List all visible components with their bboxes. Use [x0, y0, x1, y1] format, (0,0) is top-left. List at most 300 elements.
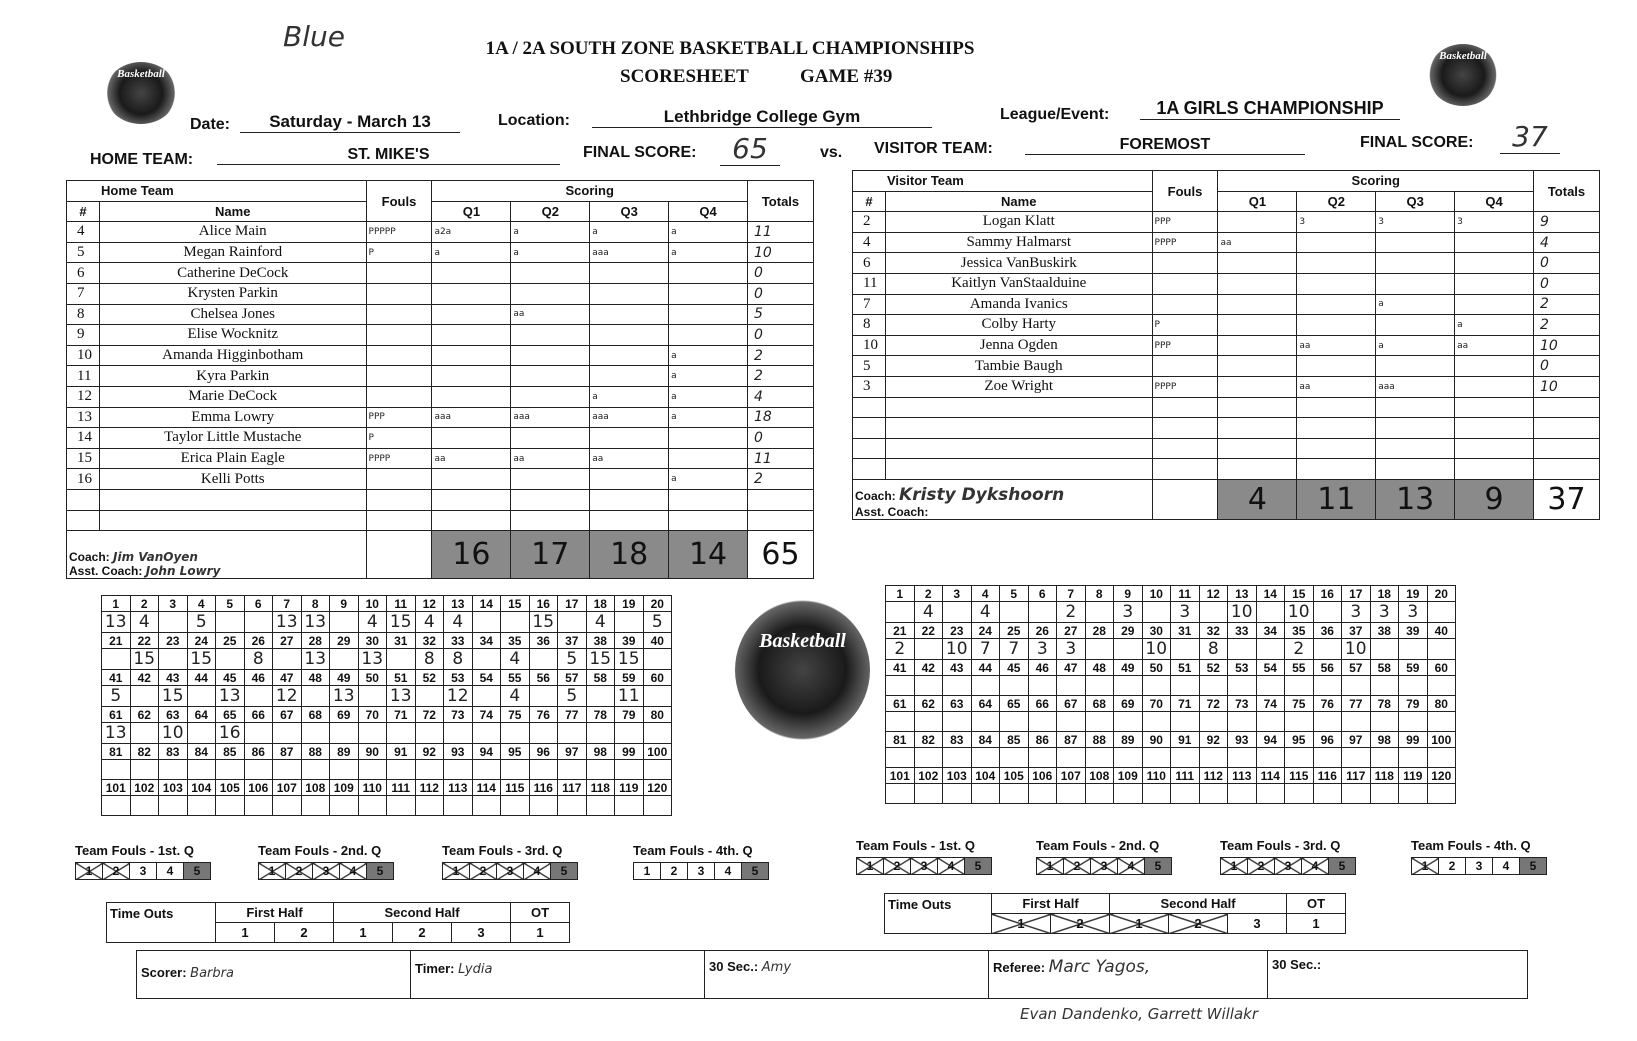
empty-cell[interactable] — [1297, 459, 1376, 480]
running-score-mark[interactable]: 13 — [216, 686, 245, 707]
team-foul-box[interactable]: 4 — [157, 863, 184, 880]
running-score-mark[interactable] — [1370, 676, 1399, 696]
running-score-mark[interactable] — [301, 686, 330, 707]
running-score-mark[interactable] — [1313, 784, 1342, 804]
running-score-mark[interactable]: 4 — [415, 612, 444, 633]
player-q2-points[interactable] — [511, 386, 590, 407]
player-q3-points[interactable] — [1376, 253, 1455, 274]
running-score-mark[interactable] — [301, 760, 330, 780]
running-score-mark[interactable]: 4 — [501, 686, 530, 707]
running-score-mark[interactable] — [971, 784, 1000, 804]
empty-cell[interactable] — [1376, 418, 1455, 439]
running-score-mark[interactable] — [187, 723, 216, 744]
visitor-q3-total[interactable]: 13 — [1376, 479, 1455, 519]
running-score-mark[interactable] — [102, 760, 131, 780]
running-score-mark[interactable] — [273, 760, 302, 780]
running-score-mark[interactable] — [1427, 676, 1456, 696]
running-score-mark[interactable]: 8 — [244, 649, 273, 670]
running-score-mark[interactable]: 12 — [273, 686, 302, 707]
empty-cell[interactable] — [853, 397, 886, 418]
team-foul-box[interactable]: 4 — [715, 863, 742, 880]
date-field[interactable]: Saturday - March 13 — [240, 112, 460, 133]
visitor-q1-total[interactable]: 4 — [1218, 479, 1297, 519]
running-score-mark[interactable] — [130, 686, 159, 707]
running-score-mark[interactable] — [1313, 602, 1342, 623]
running-score-mark[interactable] — [244, 612, 273, 633]
team-foul-box[interactable]: 2 — [661, 863, 688, 880]
running-score-mark[interactable] — [1228, 712, 1257, 732]
player-q1-points[interactable] — [432, 386, 511, 407]
timeout-box[interactable]: 3 — [452, 923, 511, 943]
player-q1-points[interactable] — [432, 325, 511, 346]
running-score-mark[interactable]: 13 — [102, 612, 131, 633]
running-score-mark[interactable] — [358, 796, 387, 816]
running-score-mark[interactable] — [1085, 784, 1114, 804]
running-score-mark[interactable] — [1313, 639, 1342, 660]
running-score-mark[interactable] — [529, 760, 558, 780]
running-score-mark[interactable] — [1342, 712, 1371, 732]
player-q3-points[interactable] — [590, 428, 669, 449]
location-field[interactable]: Lethbridge College Gym — [592, 107, 932, 128]
team-foul-box[interactable]: 2 — [1439, 858, 1466, 875]
empty-cell[interactable] — [1152, 397, 1218, 418]
player-total[interactable]: 4 — [1534, 232, 1600, 253]
running-score-mark[interactable] — [102, 649, 131, 670]
running-score-mark[interactable] — [943, 748, 972, 768]
player-q2-points[interactable] — [1297, 232, 1376, 253]
running-score-mark[interactable] — [1085, 602, 1114, 623]
running-score-mark[interactable] — [558, 612, 587, 633]
running-score-mark[interactable] — [501, 796, 530, 816]
running-score-mark[interactable] — [187, 796, 216, 816]
team-foul-box[interactable]: 5 — [184, 863, 211, 880]
running-score-mark[interactable]: 10 — [943, 639, 972, 660]
running-score-mark[interactable]: 5 — [102, 686, 131, 707]
running-score-mark[interactable] — [1228, 784, 1257, 804]
running-score-mark[interactable] — [971, 748, 1000, 768]
empty-cell[interactable] — [1218, 438, 1297, 459]
running-score-mark[interactable] — [1085, 676, 1114, 696]
player-q1-points[interactable] — [1218, 335, 1297, 356]
player-fouls[interactable]: PPPP — [1152, 376, 1218, 397]
running-score-mark[interactable]: 2 — [1285, 639, 1314, 660]
player-q1-points[interactable]: a2a — [432, 222, 511, 243]
running-score-mark[interactable] — [1285, 676, 1314, 696]
running-score-mark[interactable]: 10 — [1342, 639, 1371, 660]
running-score-mark[interactable] — [529, 723, 558, 744]
player-q2-points[interactable] — [1297, 294, 1376, 315]
player-q1-points[interactable] — [1218, 273, 1297, 294]
running-score-mark[interactable] — [1000, 748, 1029, 768]
running-score-mark[interactable] — [501, 612, 530, 633]
player-total[interactable]: 0 — [748, 428, 814, 449]
running-score-mark[interactable] — [1171, 639, 1200, 660]
empty-cell[interactable] — [366, 510, 432, 531]
running-score-mark[interactable] — [216, 612, 245, 633]
running-score-mark[interactable] — [1427, 639, 1456, 660]
player-total[interactable]: 10 — [1534, 335, 1600, 356]
running-score-mark[interactable] — [244, 760, 273, 780]
player-q3-points[interactable] — [1376, 273, 1455, 294]
running-score-mark[interactable] — [1028, 784, 1057, 804]
home-q4-total[interactable]: 14 — [669, 531, 748, 579]
running-score-mark[interactable] — [1142, 748, 1171, 768]
running-score-mark[interactable] — [886, 602, 915, 623]
running-score-mark[interactable] — [1228, 639, 1257, 660]
player-q1-points[interactable] — [432, 366, 511, 387]
running-score-mark[interactable]: 15 — [529, 612, 558, 633]
running-score-mark[interactable]: 8 — [1199, 639, 1228, 660]
referee-field[interactable]: Marc Yagos, — [1048, 957, 1151, 977]
player-q2-points[interactable]: aa — [1297, 376, 1376, 397]
player-fouls[interactable] — [1152, 294, 1218, 315]
timeout-box[interactable]: 1 — [1287, 914, 1346, 934]
running-score-mark[interactable] — [387, 760, 416, 780]
player-total[interactable]: 2 — [748, 345, 814, 366]
running-score-mark[interactable] — [159, 796, 188, 816]
visitor-q4-total[interactable]: 9 — [1455, 479, 1534, 519]
running-score-mark[interactable] — [1057, 784, 1086, 804]
running-score-mark[interactable] — [1256, 784, 1285, 804]
running-score-mark[interactable]: 13 — [102, 723, 131, 744]
player-q2-points[interactable] — [1297, 315, 1376, 336]
player-total[interactable]: 2 — [1534, 315, 1600, 336]
running-score-mark[interactable] — [1199, 712, 1228, 732]
empty-cell[interactable] — [748, 489, 814, 510]
empty-cell[interactable] — [1152, 418, 1218, 439]
player-q4-points[interactable]: aa — [1455, 335, 1534, 356]
empty-cell[interactable] — [1376, 438, 1455, 459]
timeout-box[interactable]: 1 — [992, 914, 1051, 934]
running-score-mark[interactable] — [415, 796, 444, 816]
player-fouls[interactable] — [366, 304, 432, 325]
running-score-mark[interactable] — [130, 723, 159, 744]
empty-cell[interactable] — [1534, 438, 1600, 459]
scorer-field[interactable]: Barbra — [190, 966, 234, 981]
empty-cell[interactable] — [1218, 397, 1297, 418]
running-score-mark[interactable] — [1342, 784, 1371, 804]
player-total[interactable]: 0 — [748, 325, 814, 346]
home-grand-total[interactable]: 65 — [748, 531, 814, 579]
running-score-mark[interactable]: 15 — [130, 649, 159, 670]
player-q3-points[interactable]: aaa — [1376, 376, 1455, 397]
running-score-mark[interactable] — [472, 686, 501, 707]
team-foul-box[interactable]: 1 — [634, 863, 661, 880]
running-score-mark[interactable] — [1142, 712, 1171, 732]
visitor-coach-field[interactable]: Kristy Dykshoorn — [899, 484, 1065, 505]
running-score-mark[interactable] — [472, 649, 501, 670]
player-q2-points[interactable] — [511, 345, 590, 366]
running-score-mark[interactable] — [1313, 748, 1342, 768]
running-score-mark[interactable] — [472, 796, 501, 816]
running-score-mark[interactable] — [1399, 676, 1428, 696]
timeout-box[interactable]: 1 — [1110, 914, 1169, 934]
empty-cell[interactable] — [853, 438, 886, 459]
running-score-mark[interactable]: 10 — [159, 723, 188, 744]
player-q1-points[interactable] — [432, 304, 511, 325]
running-score-mark[interactable] — [187, 686, 216, 707]
running-score-mark[interactable] — [943, 784, 972, 804]
player-fouls[interactable] — [366, 386, 432, 407]
running-score-mark[interactable] — [914, 748, 943, 768]
player-fouls[interactable] — [366, 469, 432, 490]
player-total[interactable]: 0 — [748, 283, 814, 304]
running-score-mark[interactable] — [1399, 712, 1428, 732]
player-q4-points[interactable] — [1455, 253, 1534, 274]
running-score-mark[interactable] — [586, 796, 615, 816]
team-foul-box[interactable]: 4 — [1302, 858, 1329, 875]
running-score-mark[interactable]: 4 — [444, 612, 473, 633]
player-q2-points[interactable]: aa — [1297, 335, 1376, 356]
team-foul-box[interactable]: 2 — [1064, 858, 1091, 875]
running-score-mark[interactable]: 13 — [301, 612, 330, 633]
empty-cell[interactable] — [1455, 397, 1534, 418]
running-score-mark[interactable] — [586, 760, 615, 780]
running-score-mark[interactable] — [643, 649, 672, 670]
running-score-mark[interactable] — [886, 676, 915, 696]
running-score-mark[interactable] — [1028, 748, 1057, 768]
running-score-mark[interactable] — [886, 712, 915, 732]
player-q1-points[interactable]: aa — [432, 448, 511, 469]
player-fouls[interactable] — [366, 283, 432, 304]
player-q2-points[interactable]: aa — [511, 448, 590, 469]
player-q4-points[interactable] — [1455, 356, 1534, 377]
player-q4-points[interactable] — [1455, 376, 1534, 397]
player-total[interactable]: 2 — [748, 366, 814, 387]
player-q4-points[interactable]: a — [669, 222, 748, 243]
player-q1-points[interactable]: aa — [1218, 232, 1297, 253]
running-score-mark[interactable] — [301, 723, 330, 744]
running-score-mark[interactable] — [1228, 676, 1257, 696]
running-score-mark[interactable] — [643, 796, 672, 816]
running-score-mark[interactable] — [472, 760, 501, 780]
empty-cell[interactable] — [99, 489, 366, 510]
team-foul-box[interactable]: 3 — [688, 863, 715, 880]
empty-cell[interactable] — [511, 510, 590, 531]
running-score-mark[interactable]: 7 — [1000, 639, 1029, 660]
running-score-mark[interactable] — [558, 796, 587, 816]
running-score-mark[interactable] — [1000, 602, 1029, 623]
running-score-mark[interactable] — [643, 723, 672, 744]
running-score-mark[interactable] — [1085, 748, 1114, 768]
player-q2-points[interactable] — [1297, 273, 1376, 294]
running-score-mark[interactable] — [943, 676, 972, 696]
player-q1-points[interactable] — [432, 345, 511, 366]
empty-cell[interactable] — [67, 510, 100, 531]
running-score-mark[interactable] — [586, 723, 615, 744]
team-foul-box[interactable]: 1 — [259, 863, 286, 880]
empty-cell[interactable] — [1534, 418, 1600, 439]
player-fouls[interactable] — [1152, 356, 1218, 377]
player-q2-points[interactable] — [1297, 356, 1376, 377]
running-score-mark[interactable] — [1370, 784, 1399, 804]
running-score-mark[interactable] — [130, 796, 159, 816]
player-q3-points[interactable]: 3 — [1376, 212, 1455, 233]
running-score-mark[interactable]: 3 — [1399, 602, 1428, 623]
running-score-mark[interactable] — [1057, 748, 1086, 768]
team-foul-box[interactable]: 1 — [1412, 858, 1439, 875]
running-score-mark[interactable]: 11 — [615, 686, 644, 707]
running-score-mark[interactable] — [914, 639, 943, 660]
player-total[interactable]: 5 — [748, 304, 814, 325]
running-score-mark[interactable] — [1427, 602, 1456, 623]
running-score-mark[interactable] — [529, 686, 558, 707]
running-score-mark[interactable] — [102, 796, 131, 816]
running-score-mark[interactable]: 16 — [216, 723, 245, 744]
running-score-mark[interactable] — [415, 723, 444, 744]
player-q4-points[interactable]: a — [669, 366, 748, 387]
team-foul-box[interactable]: 2 — [470, 863, 497, 880]
running-score-mark[interactable]: 10 — [1142, 639, 1171, 660]
running-score-mark[interactable] — [444, 760, 473, 780]
running-score-mark[interactable]: 15 — [615, 649, 644, 670]
running-score-mark[interactable] — [244, 723, 273, 744]
player-total[interactable]: 0 — [748, 263, 814, 284]
running-score-mark[interactable] — [1313, 712, 1342, 732]
timeout-box[interactable]: 2 — [393, 923, 452, 943]
player-q3-points[interactable] — [1376, 315, 1455, 336]
empty-cell[interactable] — [1152, 459, 1218, 480]
running-score-mark[interactable]: 13 — [358, 649, 387, 670]
player-fouls[interactable]: PPP — [366, 407, 432, 428]
running-score-mark[interactable] — [273, 796, 302, 816]
running-score-mark[interactable] — [1028, 676, 1057, 696]
running-score-mark[interactable] — [244, 686, 273, 707]
player-q3-points[interactable] — [590, 325, 669, 346]
running-score-mark[interactable] — [1285, 712, 1314, 732]
player-total[interactable]: 10 — [748, 242, 814, 263]
empty-cell[interactable] — [1218, 459, 1297, 480]
running-score-mark[interactable]: 3 — [1370, 602, 1399, 623]
running-score-mark[interactable] — [1114, 784, 1143, 804]
running-score-mark[interactable] — [444, 796, 473, 816]
referee-extra[interactable]: Evan Dandenko, Garrett Willakr — [1020, 1005, 1259, 1023]
running-score-mark[interactable]: 4 — [501, 649, 530, 670]
running-score-mark[interactable] — [886, 748, 915, 768]
timeout-box[interactable]: 2 — [1169, 914, 1228, 934]
running-score-mark[interactable] — [1399, 639, 1428, 660]
running-score-mark[interactable] — [1199, 748, 1228, 768]
running-score-mark[interactable] — [1399, 748, 1428, 768]
empty-cell[interactable] — [885, 459, 1152, 480]
team-foul-box[interactable]: 3 — [1275, 858, 1302, 875]
running-score-mark[interactable] — [1427, 784, 1456, 804]
empty-cell[interactable] — [511, 489, 590, 510]
running-score-mark[interactable] — [529, 796, 558, 816]
player-q3-points[interactable] — [590, 366, 669, 387]
empty-cell[interactable] — [1376, 397, 1455, 418]
running-score-mark[interactable] — [1427, 712, 1456, 732]
team-foul-box[interactable]: 3 — [313, 863, 340, 880]
running-score-mark[interactable] — [187, 760, 216, 780]
home-team-field[interactable]: ST. MIKE'S — [217, 146, 560, 165]
empty-cell[interactable] — [67, 489, 100, 510]
player-q3-points[interactable]: a — [590, 222, 669, 243]
team-foul-box[interactable]: 1 — [76, 863, 103, 880]
team-foul-box[interactable]: 1 — [1221, 858, 1248, 875]
running-score-mark[interactable]: 3 — [1114, 602, 1143, 623]
running-score-mark[interactable] — [1085, 712, 1114, 732]
running-score-mark[interactable] — [1256, 748, 1285, 768]
running-score-mark[interactable] — [615, 723, 644, 744]
running-score-mark[interactable]: 2 — [886, 639, 915, 660]
running-score-mark[interactable] — [358, 723, 387, 744]
home-q2-total[interactable]: 17 — [511, 531, 590, 579]
running-score-mark[interactable]: 12 — [444, 686, 473, 707]
player-fouls[interactable]: PPP — [1152, 212, 1218, 233]
player-q4-points[interactable] — [669, 448, 748, 469]
player-q2-points[interactable]: aa — [511, 304, 590, 325]
running-score-mark[interactable] — [1114, 748, 1143, 768]
home-q1-total[interactable]: 16 — [432, 531, 511, 579]
running-score-mark[interactable]: 15 — [187, 649, 216, 670]
running-score-mark[interactable] — [1114, 712, 1143, 732]
running-score-mark[interactable] — [529, 649, 558, 670]
player-q1-points[interactable] — [1218, 315, 1297, 336]
home-asst-coach-field[interactable]: John Lowry — [145, 564, 221, 579]
empty-cell[interactable] — [885, 418, 1152, 439]
running-score-mark[interactable] — [301, 796, 330, 816]
running-score-mark[interactable] — [971, 712, 1000, 732]
empty-cell[interactable] — [669, 510, 748, 531]
empty-cell[interactable] — [669, 489, 748, 510]
team-foul-box[interactable]: 2 — [884, 858, 911, 875]
running-score-mark[interactable] — [1171, 784, 1200, 804]
timer-field[interactable]: Lydia — [458, 962, 493, 977]
player-q3-points[interactable]: a — [590, 386, 669, 407]
player-fouls[interactable]: P — [1152, 315, 1218, 336]
player-q2-points[interactable] — [1297, 253, 1376, 274]
running-score-mark[interactable] — [330, 723, 359, 744]
running-score-mark[interactable] — [358, 686, 387, 707]
running-score-mark[interactable]: 13 — [387, 686, 416, 707]
player-q2-points[interactable]: a — [511, 222, 590, 243]
running-score-mark[interactable] — [615, 612, 644, 633]
player-q4-points[interactable]: a — [669, 345, 748, 366]
running-score-mark[interactable] — [943, 602, 972, 623]
running-score-mark[interactable] — [914, 712, 943, 732]
running-score-mark[interactable]: 13 — [330, 686, 359, 707]
player-q3-points[interactable] — [1376, 232, 1455, 253]
running-score-mark[interactable]: 3 — [1057, 639, 1086, 660]
running-score-mark[interactable] — [501, 760, 530, 780]
running-score-mark[interactable]: 10 — [1228, 602, 1257, 623]
team-foul-box[interactable]: 4 — [340, 863, 367, 880]
team-foul-box[interactable]: 4 — [1493, 858, 1520, 875]
team-foul-box[interactable]: 3 — [1466, 858, 1493, 875]
home-q3-total[interactable]: 18 — [590, 531, 669, 579]
player-q4-points[interactable] — [1455, 273, 1534, 294]
player-fouls[interactable]: PPPP — [366, 448, 432, 469]
running-score-mark[interactable] — [159, 760, 188, 780]
player-q1-points[interactable]: a — [432, 242, 511, 263]
empty-cell[interactable] — [1297, 397, 1376, 418]
visitor-grand-total[interactable]: 37 — [1534, 479, 1600, 519]
running-score-mark[interactable] — [914, 676, 943, 696]
running-score-mark[interactable] — [216, 649, 245, 670]
team-foul-box[interactable]: 1 — [443, 863, 470, 880]
player-q3-points[interactable]: aaa — [590, 407, 669, 428]
empty-cell[interactable] — [885, 397, 1152, 418]
running-score-mark[interactable]: 5 — [558, 686, 587, 707]
empty-cell[interactable] — [432, 510, 511, 531]
visitor-q2-total[interactable]: 11 — [1297, 479, 1376, 519]
running-score-mark[interactable] — [415, 760, 444, 780]
player-q2-points[interactable]: 3 — [1297, 212, 1376, 233]
running-score-mark[interactable] — [914, 784, 943, 804]
team-foul-box[interactable]: 5 — [965, 858, 992, 875]
team-foul-box[interactable]: 5 — [1520, 858, 1547, 875]
